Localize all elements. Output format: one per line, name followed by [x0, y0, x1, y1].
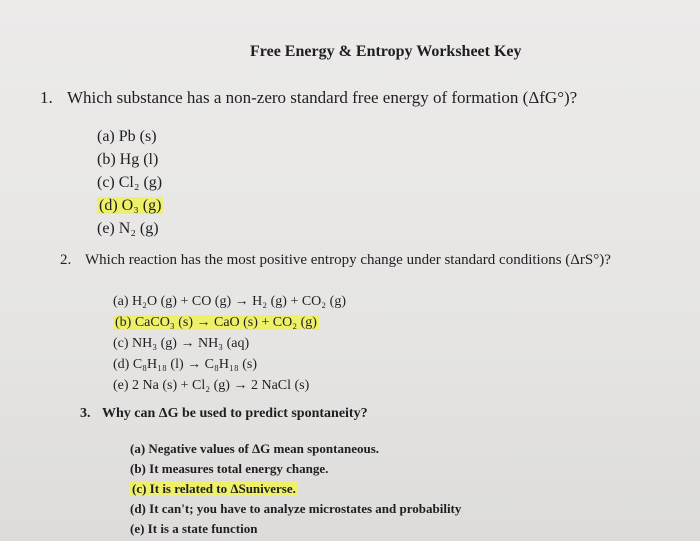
q1-option-a: (a) Pb (s) — [97, 128, 157, 145]
q3-option-b: (b) It measures total energy change. — [130, 461, 329, 476]
q3-option-a: (a) Negative values of ΔG mean spontaneous. — [130, 441, 380, 456]
question-1 — [40, 88, 577, 108]
q1-option-b: (b) Hg (l) — [97, 151, 159, 168]
question-3 — [80, 406, 368, 422]
q3-option-e: (e) It is a state function — [130, 521, 258, 536]
question-3-number: 3. — [80, 406, 91, 421]
q1-option-e: (e) N₂ (g) — [97, 220, 159, 237]
question-1-number: 1. — [40, 88, 53, 107]
q2-option-c: (c) NH₃ (g) → NH₃ (aq) — [113, 336, 250, 351]
q2-option-b-highlighted: (b) CaCO₃ (s) → CaO (s) + CO₂ (g) — [115, 315, 317, 330]
question-2 — [60, 252, 611, 269]
q2-option-a: (a) H₂O (g) + CO (g) → H₂ (g) + CO₂ (g) — [113, 294, 346, 309]
q1-option-d-highlighted: (d) O₃ (g) — [99, 197, 162, 214]
q3-option-d: (d) It can't; you have to analyze microstates and probability — [130, 501, 462, 516]
question-3-text: Why can ΔG be used to predict spontaneity? — [102, 406, 368, 421]
question-1-text: Which substance has a non-zero standard free energy of formation (ΔfG°)? — [67, 88, 578, 107]
worksheet-title: Free Energy & Entropy Worksheet Key — [250, 43, 522, 60]
question-2-number: 2. — [60, 252, 72, 268]
q1-option-c: (c) Cl₂ (g) — [97, 174, 163, 191]
q2-option-d: (d) C₈H₁₈ (l) → C₈H₁₈ (s) — [113, 357, 257, 372]
question-2-text: Which reaction has the most positive entropy change under standard conditions (ΔrS°)? — [85, 252, 611, 268]
q3-option-c-highlighted: (c) It is related to ΔSuniverse. — [132, 481, 296, 496]
q2-option-e: (e) 2 Na (s) + Cl₂ (g) → 2 NaCl (s) — [113, 378, 310, 393]
